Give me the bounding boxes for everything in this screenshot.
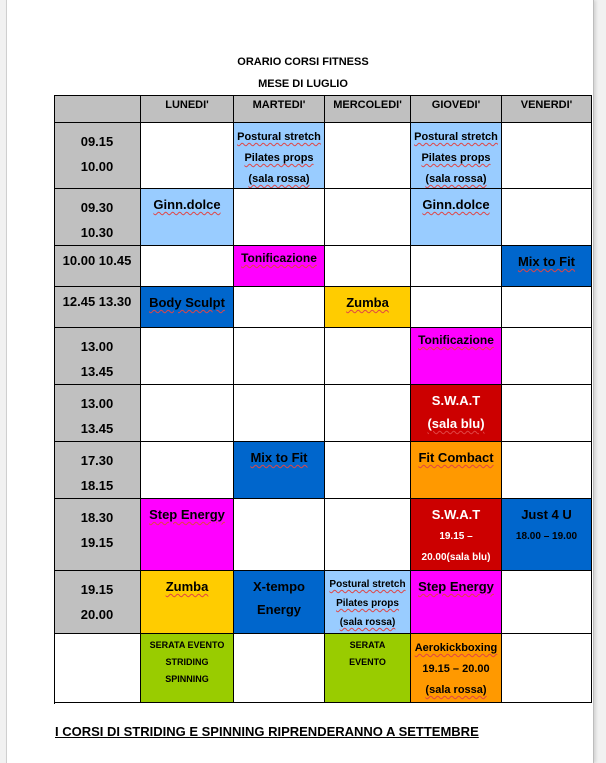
course-line: 19.15 – 20.00 [422, 663, 490, 675]
course-cell [234, 571, 325, 634]
course-cell [234, 442, 325, 499]
day-header: MARTEDI' [234, 95, 325, 123]
time-line: 20.00 [80, 607, 114, 622]
course-line: Just 4 U [521, 507, 572, 522]
course-line: S.W.A.T [431, 393, 481, 408]
time-line: 10.00 10.45 [62, 253, 132, 268]
empty-cell [141, 328, 234, 385]
empty-cell [502, 385, 592, 442]
time-line: 09.30 [80, 200, 114, 215]
course-cell [411, 385, 502, 442]
empty-cell [502, 328, 592, 385]
course-line: SPINNING [165, 674, 209, 684]
course-cell [141, 571, 234, 634]
time-line: 12.45 13.30 [62, 294, 132, 309]
course-line: 19.15 – [439, 531, 473, 542]
course-cell [411, 328, 502, 385]
empty-cell [234, 287, 325, 328]
empty-cell [502, 287, 592, 328]
empty-cell [502, 442, 592, 499]
time-line: 13.00 [80, 339, 114, 354]
empty-cell [325, 385, 411, 442]
course-line: Energy [256, 602, 302, 617]
course-cell [411, 189, 502, 246]
empty-cell [234, 385, 325, 442]
course-cell [141, 287, 234, 328]
course-cell [141, 189, 234, 246]
time-line: 10.00 [80, 159, 114, 174]
time-slot [54, 123, 141, 189]
time-line: 18.30 [80, 510, 114, 525]
course-cell [325, 287, 411, 328]
time-slot [54, 499, 141, 571]
empty-cell [141, 442, 234, 499]
time-line: 13.00 [80, 396, 114, 411]
course-line: Zumba [165, 579, 209, 594]
course-cell [411, 442, 502, 499]
course-line: X-tempo [253, 579, 305, 594]
time-line: 19.15 [80, 582, 114, 597]
empty-cell [234, 499, 325, 571]
course-cell [411, 499, 502, 571]
time-slot [54, 189, 141, 246]
empty-cell [502, 123, 592, 189]
empty-cell [325, 189, 411, 246]
course-line: (sala rossa) [248, 173, 310, 185]
time-line: 10.30 [80, 225, 114, 240]
course-cell [411, 571, 502, 634]
time-slot [54, 385, 141, 442]
empty-cell [325, 499, 411, 571]
time-line: 13.45 [80, 421, 114, 436]
course-line: Tonificazione [241, 251, 317, 265]
empty-cell [411, 287, 502, 328]
time-slot [54, 246, 141, 287]
empty-cell [141, 385, 234, 442]
empty-cell [325, 246, 411, 287]
empty-cell [141, 246, 234, 287]
course-cell [141, 634, 234, 703]
course-cell [411, 123, 502, 189]
course-line: Ginn.dolce [422, 197, 490, 212]
time-line: 18.15 [80, 478, 114, 493]
time-slot [54, 287, 141, 328]
course-line: Postural stretch [237, 131, 321, 143]
time-slot [54, 571, 141, 634]
time-slot [54, 442, 141, 499]
course-cell [234, 123, 325, 189]
course-line: Pilates props [421, 152, 491, 164]
course-line: (sala blu) [427, 416, 485, 431]
course-line: (sala rossa) [425, 173, 487, 185]
course-line: Body Sculpt [149, 295, 225, 310]
empty-cell [411, 246, 502, 287]
empty-cell [502, 571, 592, 634]
course-cell [325, 571, 411, 634]
course-line: 20.00(sala blu) [421, 552, 491, 563]
time-slot [54, 328, 141, 385]
course-cell [234, 246, 325, 287]
course-cell [502, 499, 592, 571]
day-header: MERCOLEDI' [325, 95, 411, 123]
time-line: 13.45 [80, 364, 114, 379]
course-cell [502, 246, 592, 287]
empty-cell [502, 189, 592, 246]
empty-cell [325, 123, 411, 189]
course-cell [325, 634, 411, 703]
empty-cell [325, 328, 411, 385]
empty-cell [234, 189, 325, 246]
day-header: GIOVEDI' [411, 95, 502, 123]
time-line: 19.15 [80, 535, 114, 550]
course-line: SERATA EVENTO [149, 640, 225, 650]
time-line: 17.30 [80, 453, 114, 468]
course-cell [141, 499, 234, 571]
course-line: (sala rossa) [425, 684, 487, 696]
day-header: LUNEDI' [141, 95, 234, 123]
empty-cell [502, 634, 592, 703]
course-line: (sala rossa) [339, 617, 396, 628]
course-line: STRIDING [165, 657, 209, 667]
course-cell [411, 634, 502, 703]
empty-cell [234, 328, 325, 385]
course-line: Pilates props [336, 598, 399, 609]
course-line: S.W.A.T [431, 507, 481, 522]
course-line: Aerokickboxing [414, 642, 498, 654]
time-line: 09.15 [80, 134, 114, 149]
course-line: Step Energy [149, 507, 225, 522]
day-header: VENERDI' [502, 95, 592, 123]
course-line: EVENTO [349, 657, 386, 667]
course-line: Mix to Fit [250, 450, 308, 465]
empty-cell [234, 634, 325, 703]
time-slot [54, 634, 141, 703]
header-corner [54, 95, 141, 123]
empty-cell [141, 123, 234, 189]
course-line: SERATA [349, 640, 386, 650]
course-line: Postural stretch [414, 131, 498, 143]
course-line: Ginn.dolce [153, 197, 221, 212]
course-line: 18.00 – 19.00 [515, 531, 578, 542]
course-line: Tonificazione [418, 333, 494, 347]
fitness-schedule-table [54, 95, 592, 704]
course-line: Zumba [346, 295, 389, 310]
empty-cell [325, 442, 411, 499]
course-line: Postural stretch [329, 579, 406, 590]
schedule-subtitle: MESE DI LUGLIO [258, 78, 348, 90]
course-line: Mix to Fit [517, 254, 576, 269]
course-line: Fit Combact [418, 450, 494, 465]
schedule-title: ORARIO CORSI FITNESS [237, 56, 369, 68]
footer-note: I CORSI DI STRIDING E SPINNING RIPRENDERANNO A SETTEMBRE [55, 724, 479, 739]
course-line: Pilates props [244, 152, 314, 164]
course-line: Step Energy [418, 579, 494, 594]
